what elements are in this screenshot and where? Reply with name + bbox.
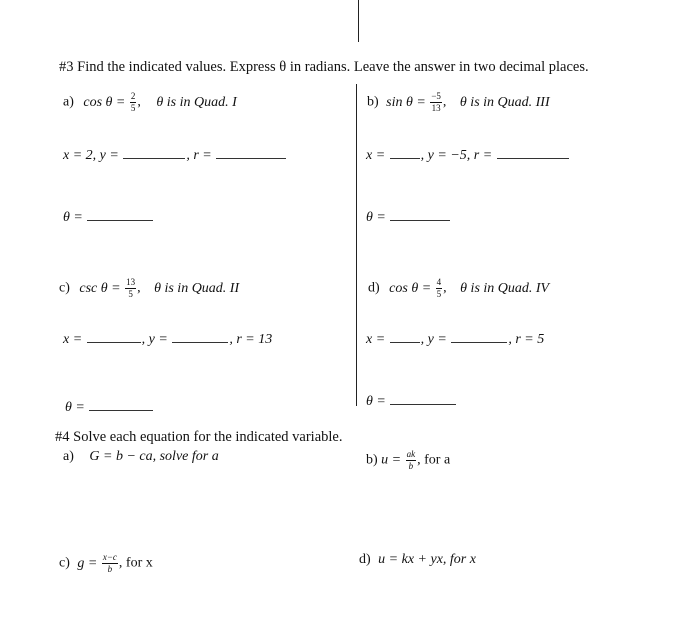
part-d-x-label: x = bbox=[366, 332, 386, 347]
problem4-d-equation: u = kx + yx, for x bbox=[378, 552, 476, 567]
part-b-den: 13 bbox=[431, 103, 441, 113]
part-c-num: 13 bbox=[126, 277, 136, 287]
part-b-x-label: x = bbox=[366, 148, 386, 163]
part-c-func: csc θ = bbox=[79, 280, 121, 296]
part-d-label: d) bbox=[368, 280, 380, 296]
problem4-part-a bbox=[63, 450, 219, 464]
part-d-x-blank[interactable] bbox=[390, 330, 420, 343]
part-d-theta-blank[interactable] bbox=[390, 392, 456, 405]
column-divider-line bbox=[356, 84, 357, 406]
part-a-xy-line bbox=[63, 146, 287, 163]
problem4-a-label: a) bbox=[63, 449, 74, 464]
problem4-b-lhs: u = bbox=[381, 452, 402, 468]
part-b-prompt: b) sin θ = $\frac{-5}{13}$ , θ is in Quad. III bbox=[367, 91, 550, 113]
part-c-prompt: c) csc θ = $\frac{13}{5}$ , θ is in Quad. II bbox=[59, 277, 240, 299]
part-c-den: 5 bbox=[128, 289, 133, 299]
part-c-theta-blank[interactable] bbox=[89, 398, 153, 411]
part-a-den: 5 bbox=[130, 103, 136, 113]
part-b-theta-line bbox=[366, 208, 451, 225]
part-a-theta-label: θ = bbox=[63, 210, 83, 225]
part-d-xyr-line bbox=[366, 330, 544, 347]
part-a-prompt: a) cos θ = $\frac{2}{5}$ , θ is in Quad. I bbox=[63, 91, 237, 113]
problem4-b-num: ak bbox=[406, 449, 416, 459]
part-a-theta-line bbox=[63, 208, 154, 225]
problem4-b-den: b bbox=[408, 461, 414, 471]
part-d-theta-label: θ = bbox=[366, 394, 386, 409]
part-c-x-label: x = bbox=[63, 332, 83, 347]
part-d-den: 5 bbox=[436, 289, 442, 299]
part-c-fraction bbox=[125, 278, 136, 299]
problem4-c-num: x−c bbox=[102, 552, 117, 562]
problem4-heading: #4 Solve each equation for the indicated variable. bbox=[55, 429, 343, 445]
part-c-quad: θ is in Quad. II bbox=[154, 280, 240, 296]
problem4-d-label: d) bbox=[359, 552, 371, 567]
part-d-y-label: , y = bbox=[420, 332, 447, 347]
part-c-theta-label: θ = bbox=[65, 400, 85, 415]
part-a-num: 2 bbox=[130, 91, 136, 101]
part-a-r-label: , r = bbox=[186, 148, 212, 163]
problem4-c-den: b bbox=[107, 564, 113, 574]
part-d-prompt: d) cos θ = $\frac{4}{5}$ , θ is in Quad. IV bbox=[368, 277, 550, 299]
problem4-part-d bbox=[359, 553, 476, 567]
part-a-y-blank[interactable] bbox=[123, 146, 185, 159]
part-d-r-label: , r = 5 bbox=[508, 332, 545, 347]
part-c-label: c) bbox=[59, 280, 70, 296]
problem4-c-label: c) bbox=[59, 555, 70, 571]
part-a-r-blank[interactable] bbox=[216, 146, 286, 159]
problem4-b-label: b) bbox=[366, 452, 378, 468]
part-d-num: 4 bbox=[436, 277, 442, 287]
problem4-b-suffix: , for a bbox=[417, 452, 451, 468]
problem4-part-c bbox=[59, 553, 153, 574]
part-b-theta-label: θ = bbox=[366, 210, 386, 225]
part-d-y-blank[interactable] bbox=[451, 330, 507, 343]
part-c-xyr-line bbox=[63, 330, 272, 347]
part-a-theta-blank[interactable] bbox=[87, 208, 153, 221]
problem4-a-equation: G = b − ca, solve for a bbox=[89, 449, 219, 464]
part-d-quad: θ is in Quad. IV bbox=[460, 280, 550, 296]
part-b-x-blank[interactable] bbox=[390, 146, 420, 159]
problem4-b-fraction bbox=[406, 450, 417, 471]
part-c-theta-line bbox=[65, 398, 154, 415]
problem4-c-suffix: , for x bbox=[118, 555, 153, 571]
problem4-c-lhs: g = bbox=[77, 555, 98, 571]
part-a-quad: θ is in Quad. I bbox=[156, 94, 237, 110]
part-a-fraction bbox=[130, 92, 137, 113]
part-b-y-label: , y = −5, r = bbox=[420, 148, 493, 163]
problem4-c-fraction bbox=[102, 553, 118, 574]
part-b-theta-blank[interactable] bbox=[390, 208, 450, 221]
part-d-theta-line bbox=[366, 392, 457, 409]
part-d-fraction bbox=[436, 278, 443, 299]
problem4-part-b bbox=[366, 450, 450, 471]
problem3-heading: #3 Find the indicated values. Express θ in radians. Leave the answer in two decimal places. bbox=[59, 59, 589, 75]
part-a-label: a) bbox=[63, 94, 74, 110]
part-b-func: sin θ = bbox=[386, 94, 426, 110]
part-a-func: cos θ = bbox=[83, 94, 126, 110]
part-d-func: cos θ = bbox=[389, 280, 432, 296]
part-b-fraction bbox=[430, 92, 442, 113]
part-b-quad: θ is in Quad. III bbox=[459, 94, 550, 110]
part-b-xy-line bbox=[366, 146, 570, 163]
part-b-r-blank[interactable] bbox=[497, 146, 569, 159]
part-c-r-label: , r = 13 bbox=[229, 332, 273, 347]
part-c-y-label: , y = bbox=[141, 332, 168, 347]
part-c-y-blank[interactable] bbox=[172, 330, 228, 343]
part-b-label: b) bbox=[367, 94, 379, 110]
top-divider-line bbox=[358, 0, 359, 42]
part-a-x-label: x = 2, y = bbox=[63, 148, 119, 163]
part-c-x-blank[interactable] bbox=[87, 330, 141, 343]
part-b-num: −5 bbox=[431, 91, 441, 101]
